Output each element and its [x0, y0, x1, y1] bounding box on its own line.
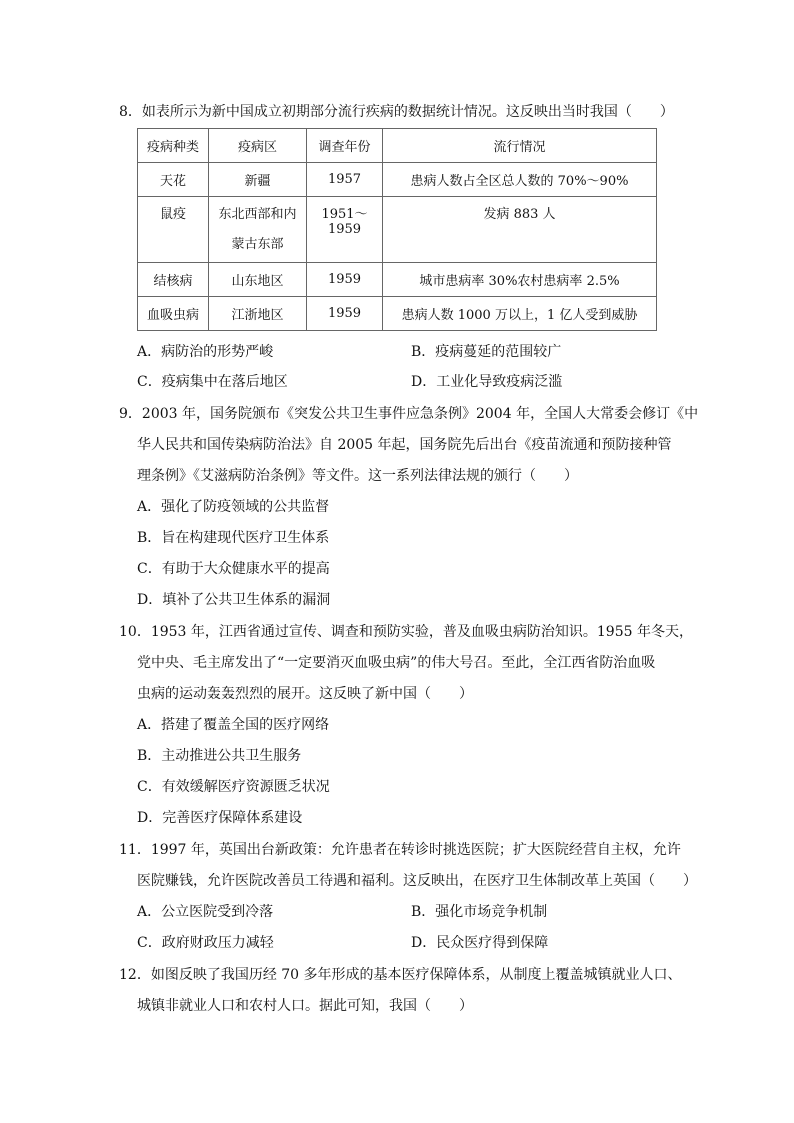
q9-option-d[interactable]: D．填补了公共卫生体系的漏洞 [137, 592, 331, 608]
table-header-cell: 调查年份 [307, 129, 383, 163]
q9-option-c[interactable]: C．有助于大众健康水平的提高 [137, 561, 330, 577]
q8-stem: 8．如表所示为新中国成立初期部分流行疾病的数据统计情况。这反映出当时我国（ ） [119, 104, 674, 120]
q10-option-b[interactable]: B．主动推进公共卫生服务 [137, 748, 302, 764]
q10-option-d[interactable]: D．完善医疗保障体系建设 [137, 810, 303, 826]
table-header-cell: 疫病区 [209, 129, 307, 163]
table-cell: 山东地区 [209, 263, 307, 297]
table-row [138, 163, 657, 197]
table-row [138, 297, 657, 331]
q10-stem-line: 虫病的运动轰轰烈烈的展开。这反映了新中国（ ） [137, 686, 473, 702]
q9-option-b[interactable]: B．旨在构建现代医疗卫生体系 [137, 530, 330, 546]
table-cell-text: 东北西部和内蒙古东部 [218, 206, 297, 252]
table-row [138, 197, 657, 263]
q8-option-c[interactable]: C．疫病集中在落后地区 [137, 374, 288, 390]
disease-table [137, 128, 657, 331]
table-header-cell: 疫病种类 [138, 129, 209, 163]
q8-option-a[interactable]: A．病防治的形势严峻 [137, 344, 274, 360]
q11-option-c[interactable]: C．政府财政压力减轻 [137, 935, 274, 951]
q12-stem-line: 城镇非就业人口和农村人口。据此可知，我国（ ） [137, 998, 473, 1014]
q9-stem-line: 理条例》《艾滋病防治条例》等文件。这一系列法律法规的颁行（ ） [137, 468, 578, 484]
q10-stem-line: 党中央、毛主席发出了“一定要消灭血吸虫病”的伟大号召。至此，全江西省防治血吸 [137, 655, 656, 671]
table-cell: 1957 [307, 163, 383, 197]
table-cell: 江浙地区 [209, 297, 307, 331]
q9-stem-line: 华人民共和国传染病防治法》自 2005 年起，国务院先后出台《疫苗流通和预防接种管 [137, 437, 672, 453]
q9-stem-line: 9．2003 年，国务院颁布《突发公共卫生事件应急条例》2004 年，全国人大常委会修订《中 [119, 406, 699, 422]
q11-option-d[interactable]: D．民众医疗得到保障 [411, 935, 549, 951]
table-cell: 发病 883 人 [383, 197, 657, 263]
q11-stem-line: 医院赚钱，允许医院改善员工待遇和福利。这反映出，在医疗卫生体制改革上英国（ ） [137, 873, 697, 889]
table-cell: 血吸虫病 [138, 297, 209, 331]
q10-option-a[interactable]: A．搭建了覆盖全国的医疗网络 [137, 717, 330, 733]
q11-option-b[interactable]: B．强化市场竞争机制 [411, 904, 548, 920]
q11-stem-line: 11．1997 年，英国出台新政策：允许患者在转诊时挑选医院；扩大医院经营自主权，允许 [119, 842, 681, 858]
q11-option-a[interactable]: A．公立医院受到冷落 [137, 904, 274, 920]
table-row [138, 263, 657, 297]
table-cell: 1951～1959 [307, 197, 383, 263]
q9-option-a[interactable]: A．强化了防疫领域的公共监督 [137, 499, 330, 515]
table-cell: 1959 [307, 263, 383, 297]
table-cell: 鼠疫 [138, 197, 209, 263]
table-cell: 结核病 [138, 263, 209, 297]
table-header-row [138, 129, 657, 163]
q8-option-b[interactable]: B．疫病蔓延的范围较广 [411, 344, 562, 360]
table-cell: 患病人数占全区总人数的 70%～90% [383, 163, 657, 197]
q10-stem-line: 10．1953 年，江西省通过宣传、调查和预防实验，普及血吸虫病防治知识。1955 年冬天， [119, 624, 693, 640]
table-header-cell: 流行情况 [383, 129, 657, 163]
table-cell: 新疆 [209, 163, 307, 197]
q10-option-c[interactable]: C．有效缓解医疗资源匮乏状况 [137, 779, 330, 795]
q8-option-d[interactable]: D．工业化导致疫病泛滥 [411, 374, 563, 390]
table-cell [209, 197, 307, 263]
table-cell: 1959 [307, 297, 383, 331]
table-cell: 患病人数 1000 万以上，1 亿人受到威胁 [383, 297, 657, 331]
table-cell: 天花 [138, 163, 209, 197]
table-cell: 城市患病率 30%农村患病率 2.5% [383, 263, 657, 297]
q12-stem-line: 12．如图反映了我国历经 70 多年形成的基本医疗保障体系，从制度上覆盖城镇就业人口、 [119, 967, 682, 983]
